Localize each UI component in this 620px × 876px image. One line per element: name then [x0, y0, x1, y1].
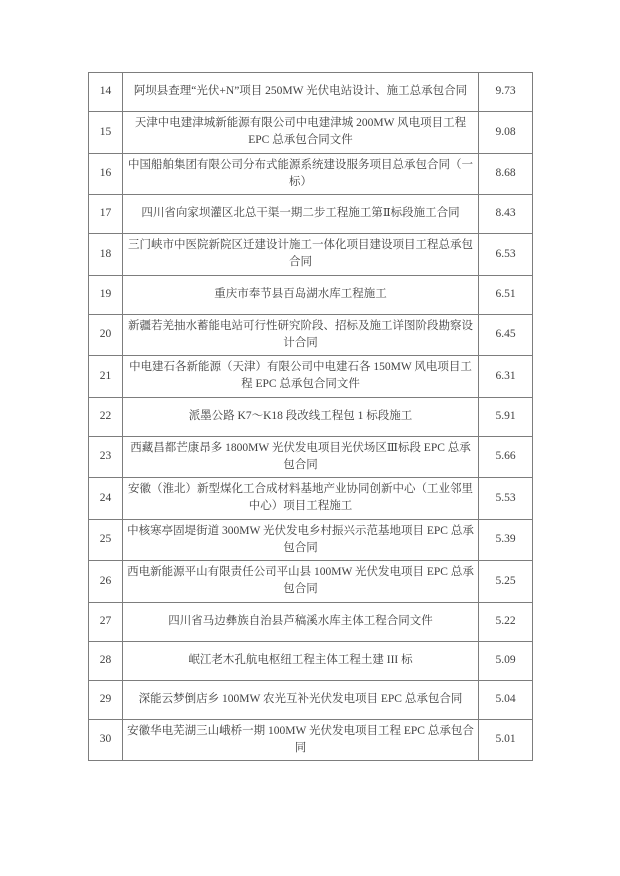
project-name-cell: 派墨公路 K7～K18 段改线工程包 1 标段施工	[123, 397, 479, 436]
project-name-cell: 岷江老木孔航电枢纽工程主体工程土建 III 标	[123, 641, 479, 680]
amount-cell: 5.01	[479, 719, 533, 761]
project-name-cell: 四川省向家坝灌区北总干渠一期二步工程施工第Ⅱ标段施工合同	[123, 195, 479, 234]
amount-cell: 6.53	[479, 234, 533, 276]
table-row	[89, 234, 533, 276]
project-name-cell: 中国船舶集团有限公司分布式能源系统建设服务项目总承包合同（一标）	[123, 153, 479, 195]
amount-cell: 9.08	[479, 112, 533, 154]
amount-cell: 5.91	[479, 397, 533, 436]
row-number-cell: 18	[89, 234, 123, 276]
row-number-cell: 25	[89, 519, 123, 561]
project-name-cell: 阿坝县查理“光伏+N”项目 250MW 光伏电站设计、施工总承包合同	[123, 73, 479, 112]
amount-cell: 5.53	[479, 478, 533, 520]
project-name-cell: 深能云梦倒店乡 100MW 农光互补光伏发电项目 EPC 总承包合同	[123, 680, 479, 719]
amount-cell: 5.09	[479, 641, 533, 680]
project-name-cell: 安徽（淮北）新型煤化工合成材料基地产业协同创新中心（工业邻里中心）项目工程施工	[123, 478, 479, 520]
contracts-table	[88, 72, 533, 761]
project-name-cell: 西电新能源平山有限责任公司平山县 100MW 光伏发电项目 EPC 总承包合同	[123, 561, 479, 603]
table-row	[89, 314, 533, 356]
row-number-cell: 16	[89, 153, 123, 195]
table-row	[89, 275, 533, 314]
amount-cell: 5.04	[479, 680, 533, 719]
table-body	[89, 73, 533, 761]
amount-cell: 5.22	[479, 602, 533, 641]
table-row	[89, 397, 533, 436]
table-row	[89, 602, 533, 641]
row-number-cell: 24	[89, 478, 123, 520]
amount-cell: 8.68	[479, 153, 533, 195]
project-name-cell: 天津中电建津城新能源有限公司中电建津城 200MW 风电项目工程 EPC 总承包合同文件	[123, 112, 479, 154]
table-row	[89, 519, 533, 561]
table-row	[89, 356, 533, 398]
row-number-cell: 15	[89, 112, 123, 154]
project-name-cell: 三门峡市中医院新院区迁建设计施工一体化项目建设项目工程总承包合同	[123, 234, 479, 276]
amount-cell: 6.31	[479, 356, 533, 398]
project-name-cell: 西藏昌都芒康昂多 1800MW 光伏发电项目光伏场区Ⅲ标段 EPC 总承包合同	[123, 436, 479, 478]
amount-cell: 8.43	[479, 195, 533, 234]
row-number-cell: 20	[89, 314, 123, 356]
row-number-cell: 23	[89, 436, 123, 478]
project-name-cell: 中电建石各新能源（天津）有限公司中电建石各 150MW 风电项目工程 EPC 总承包合同文件	[123, 356, 479, 398]
amount-cell: 6.45	[479, 314, 533, 356]
table-row	[89, 641, 533, 680]
row-number-cell: 27	[89, 602, 123, 641]
row-number-cell: 22	[89, 397, 123, 436]
table-row	[89, 153, 533, 195]
table-row	[89, 719, 533, 761]
row-number-cell: 14	[89, 73, 123, 112]
table-row	[89, 436, 533, 478]
project-name-cell: 中核寒亭固堤街道 300MW 光伏发电乡村振兴示范基地项目 EPC 总承包合同	[123, 519, 479, 561]
table-row	[89, 112, 533, 154]
row-number-cell: 19	[89, 275, 123, 314]
project-name-cell: 四川省马边彝族自治县芦稿溪水库主体工程合同文件	[123, 602, 479, 641]
amount-cell: 6.51	[479, 275, 533, 314]
row-number-cell: 26	[89, 561, 123, 603]
amount-cell: 5.66	[479, 436, 533, 478]
row-number-cell: 17	[89, 195, 123, 234]
row-number-cell: 29	[89, 680, 123, 719]
project-name-cell: 重庆市奉节县百岛湖水库工程施工	[123, 275, 479, 314]
table-row	[89, 478, 533, 520]
row-number-cell: 28	[89, 641, 123, 680]
table-row	[89, 195, 533, 234]
project-name-cell: 安徽华电芜湖三山峨桥一期 100MW 光伏发电项目工程 EPC 总承包合同	[123, 719, 479, 761]
row-number-cell: 30	[89, 719, 123, 761]
amount-cell: 5.39	[479, 519, 533, 561]
amount-cell: 9.73	[479, 73, 533, 112]
table-row	[89, 73, 533, 112]
row-number-cell: 21	[89, 356, 123, 398]
table-row	[89, 680, 533, 719]
table-row	[89, 561, 533, 603]
amount-cell: 5.25	[479, 561, 533, 603]
project-name-cell: 新疆若羌抽水蓄能电站可行性研究阶段、招标及施工详图阶段勘察设计合同	[123, 314, 479, 356]
